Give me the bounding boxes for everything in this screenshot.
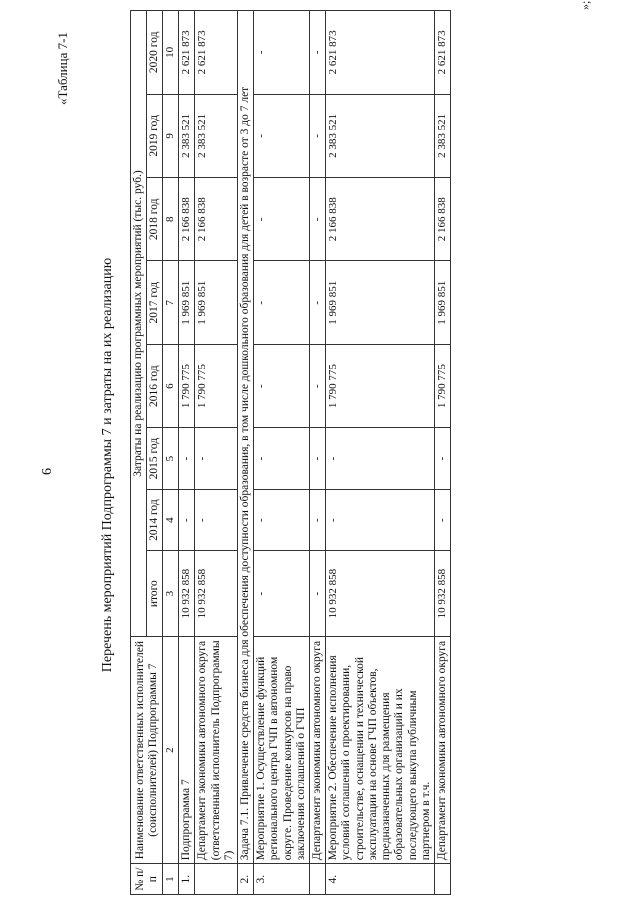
row-value: 1 790 775 bbox=[326, 344, 435, 427]
row-total: 10 932 858 bbox=[195, 551, 238, 637]
column-index: 6 bbox=[163, 344, 179, 427]
row-num: 4. bbox=[326, 864, 435, 895]
row-total: - bbox=[254, 551, 310, 637]
row-value: 2 621 873 bbox=[195, 11, 238, 95]
row-value: 1 969 851 bbox=[435, 261, 451, 344]
header-year: 2019 год bbox=[147, 94, 163, 177]
column-index: 10 bbox=[163, 11, 179, 95]
row-value: - bbox=[310, 428, 326, 489]
row-value: - bbox=[310, 94, 326, 177]
row-value: 2 383 521 bbox=[435, 94, 451, 177]
column-index: 1 bbox=[163, 864, 179, 895]
row-value: - bbox=[254, 11, 310, 95]
row-value: - bbox=[310, 11, 326, 95]
column-index: 5 bbox=[163, 428, 179, 489]
row-num: 2. bbox=[237, 864, 253, 895]
table-row bbox=[195, 11, 238, 895]
table-tag: «Таблица 7-1 bbox=[55, 32, 70, 105]
row-value: - bbox=[310, 178, 326, 261]
header-total: итого bbox=[147, 551, 163, 637]
row-value: 2 383 521 bbox=[179, 94, 195, 177]
table-row bbox=[179, 11, 195, 895]
row-value: 1 790 775 bbox=[179, 344, 195, 427]
column-index: 7 bbox=[163, 261, 179, 344]
row-num bbox=[195, 864, 238, 895]
row-name: Департамент экономики автономного округа bbox=[310, 636, 326, 863]
header-year: 2016 год bbox=[147, 344, 163, 427]
row-value: 2 166 838 bbox=[179, 178, 195, 261]
row-value: - bbox=[179, 428, 195, 489]
row-value: - bbox=[310, 344, 326, 427]
row-total: - bbox=[310, 551, 326, 637]
row-name: Департамент экономики автономного округа (ответственный исполнитель Подпрограммы 7) bbox=[195, 636, 238, 863]
table-row bbox=[326, 11, 435, 895]
row-name: Подпрограмма 7 bbox=[179, 636, 195, 863]
row-total: 10 932 858 bbox=[179, 551, 195, 637]
costs-table bbox=[130, 10, 451, 895]
column-index: 9 bbox=[163, 94, 179, 177]
task-text: Задача 7.1. Привлечение средств бизнеса для обеспечения доступности образования, в том числе дошкольного образования для детей в возрасте от 3 до 7 лет bbox=[237, 11, 253, 864]
row-value: - bbox=[254, 489, 310, 550]
header-year: 2020 год bbox=[147, 11, 163, 95]
row-total: 10 932 858 bbox=[435, 551, 451, 637]
row-value: - bbox=[254, 344, 310, 427]
page-title: Перечень мероприятий Подпрограммы 7 и затраты на их реализацию bbox=[100, 257, 115, 673]
row-value: 1 969 851 bbox=[179, 261, 195, 344]
row-value: - bbox=[310, 261, 326, 344]
row-value: - bbox=[254, 261, 310, 344]
row-name: Департамент экономики автономного округа bbox=[435, 636, 451, 863]
table-row bbox=[435, 11, 451, 895]
row-value: - bbox=[326, 489, 435, 550]
column-index: 8 bbox=[163, 178, 179, 261]
row-value: - bbox=[195, 489, 238, 550]
row-value: - bbox=[179, 489, 195, 550]
row-value: - bbox=[435, 428, 451, 489]
column-index: 3 bbox=[163, 551, 179, 637]
row-value: 2 166 838 bbox=[195, 178, 238, 261]
row-value: - bbox=[326, 428, 435, 489]
row-value: 1 790 775 bbox=[435, 344, 451, 427]
header-costs: Затраты на реализацию программных мероприятий (тыс. руб.) bbox=[131, 11, 147, 637]
column-index-row bbox=[163, 11, 179, 895]
row-value: - bbox=[254, 178, 310, 261]
row-value: 1 969 851 bbox=[195, 261, 238, 344]
header-year: 2014 год bbox=[147, 489, 163, 550]
row-value: 1 790 775 bbox=[195, 344, 238, 427]
row-total: 10 932 858 bbox=[326, 551, 435, 637]
row-value: 2 383 521 bbox=[326, 94, 435, 177]
header-name: Наименование ответственных исполнителей (соисполнителей) Подпрограммы 7 bbox=[131, 636, 163, 863]
table-row bbox=[310, 11, 326, 895]
task-row bbox=[237, 11, 253, 895]
row-name: Мероприятие 1. Осуществление функций регионального центра ГЧП в автономном округе. Проведение конкурсов на право заключения соглашений о ГЧП bbox=[254, 636, 310, 863]
row-value: - bbox=[254, 428, 310, 489]
row-value: 2 166 838 bbox=[326, 178, 435, 261]
table-row bbox=[254, 11, 310, 895]
row-value: 2 621 873 bbox=[179, 11, 195, 95]
row-name: Мероприятие 2. Обеспечение исполнения условий соглашений о проектировании, строительстве, оснащении и технической эксплуатации на основе ГЧП объектов, предназначенных для размещения образовательных организаций и их последующего выкупа публичным партнером в т.ч. bbox=[326, 636, 435, 863]
row-num: 1. bbox=[179, 864, 195, 895]
row-num bbox=[435, 864, 451, 895]
row-value: - bbox=[310, 489, 326, 550]
row-num: 3. bbox=[254, 864, 310, 895]
row-value: 2 166 838 bbox=[435, 178, 451, 261]
header-year: 2018 год bbox=[147, 178, 163, 261]
row-value: 2 621 873 bbox=[435, 11, 451, 95]
closing-quote-mark: »; bbox=[578, 0, 592, 10]
page-number: 6 bbox=[40, 468, 55, 475]
header-num: № п/п bbox=[131, 864, 163, 895]
row-value: - bbox=[435, 489, 451, 550]
header-year: 2017 год bbox=[147, 261, 163, 344]
column-index: 2 bbox=[163, 636, 179, 863]
row-value: - bbox=[254, 94, 310, 177]
header-year: 2015 год bbox=[147, 428, 163, 489]
row-value: - bbox=[195, 428, 238, 489]
row-value: 2 383 521 bbox=[195, 94, 238, 177]
row-num bbox=[310, 864, 326, 895]
row-value: 1 969 851 bbox=[326, 261, 435, 344]
column-index: 4 bbox=[163, 489, 179, 550]
row-value: 2 621 873 bbox=[326, 11, 435, 95]
